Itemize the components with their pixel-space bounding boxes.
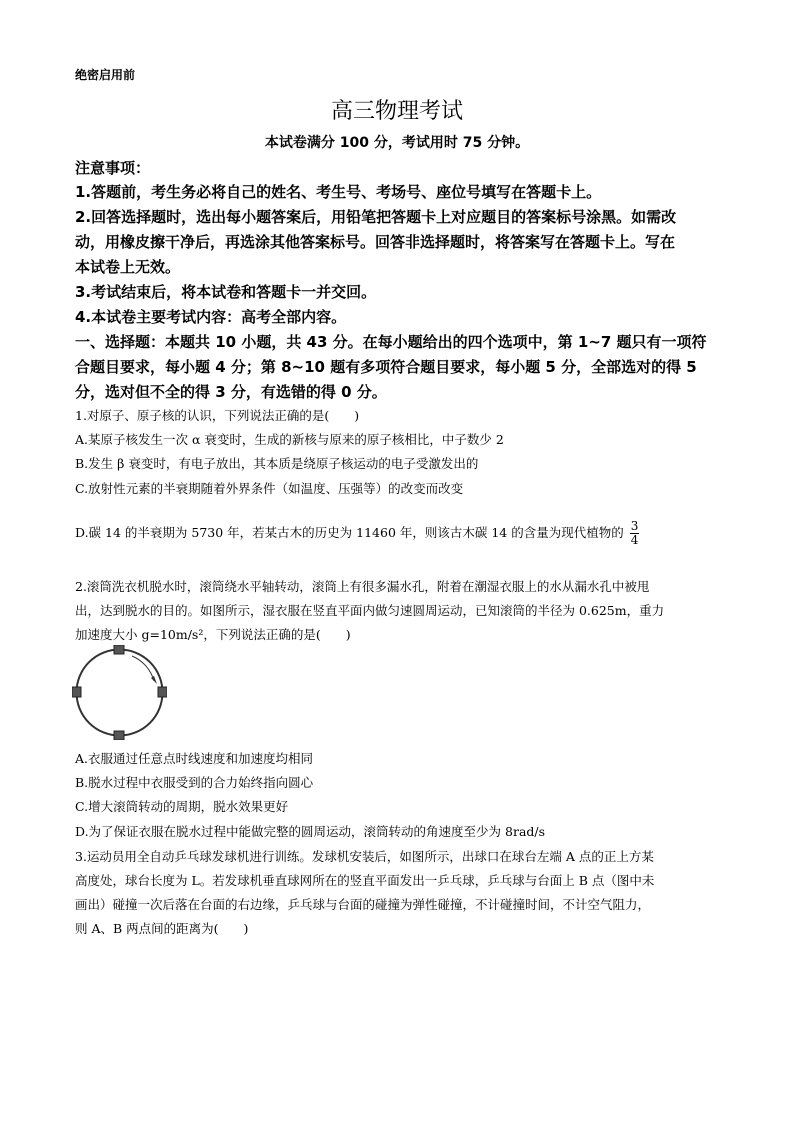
q3-stem-line: 画出）碰撞一次后落在台面的右边缘，乒乓球与台面的碰撞为弹性碰撞，不计碰撞时间，不计空气阻力， — [75, 897, 651, 912]
q2-option-b: B.脱水过程中衣服受到的合力始终指向圆心 — [75, 775, 314, 790]
q2-stem-line: 加速度大小 g=10m/s²，下列说法正确的是( ) — [75, 627, 351, 642]
section-instruction-line: 一、选择题：本题共 10 小题，共 43 分。在每小题给出的四个选项中，第 1~7 题只有一项符 — [75, 333, 707, 351]
rotation-arrow-arc — [132, 656, 154, 681]
q1-option-d-row — [75, 520, 725, 547]
note-line: 本试卷上无效。 — [75, 258, 181, 276]
q1-option-c: C.放射性元素的半衰期随着外界条件（如温度、压强等）的改变而改变 — [75, 481, 464, 496]
q3-stem-line: 高度处，球台长度为 L。若发球机垂直球网所在的竖直平面发出一乒乓球，乒乓球与台面上 B 点（图中未 — [75, 873, 655, 888]
q2-stem-line: 出，达到脱水的目的。如图所示，湿衣服在竖直平面内做匀速圆周运动，已知滚筒的半径为 0.625m，重力 — [75, 603, 665, 618]
note-line: 3.考试结束后，将本试卷和答题卡一并交回。 — [75, 283, 377, 301]
drum-circle — [77, 650, 163, 736]
exam-subtitle: 本试卷满分 100 分，考试用时 75 分钟。 — [264, 135, 530, 151]
clothes-right — [158, 687, 167, 697]
rotation-arrowhead — [151, 676, 157, 684]
confidential-label: 绝密启用前 — [75, 68, 136, 82]
clothes-bottom — [114, 731, 124, 740]
q2-stem-line: 2.滚筒洗衣机脱水时，滚筒绕水平轴转动，滚筒上有很多漏水孔，附着在潮湿衣服上的水从漏水孔中被甩 — [75, 579, 650, 594]
q2-option-d: D.为了保证衣服在脱水过程中能做完整的圆周运动，滚筒转动的角速度至少为 8rad/s — [75, 824, 546, 839]
q1-option-b: B.发生 β 衰变时，有电子放出，其本质是绕原子核运动的电子受激发出的 — [75, 456, 479, 471]
q1-option-d: D.碳 14 的半衰期为 5730 年，若某古木的历史为 11460 年，则该古木碳 14 的含量为现代植物的 — [75, 525, 624, 540]
q2-option-c: C.增大滚筒转动的周期，脱水效果更好 — [75, 799, 289, 814]
q2-option-a: A.衣服通过任意点时线速度和加速度均相同 — [75, 751, 314, 766]
clothes-top — [114, 645, 124, 654]
section-instruction-line: 合题目要求，每小题 4 分；第 8~10 题有多项符合题目要求，每小题 5 分，全部选对的得 5 — [75, 358, 697, 376]
exam-title: 高三物理考试 — [330, 99, 463, 124]
q1-stem: 1.对原子、原子核的认识，下列说法正确的是( ) — [75, 408, 360, 423]
drum-figure — [72, 645, 167, 740]
q1-option-a: A.某原子核发生一次 α 衰变时，生成的新核与原来的原子核相比，中子数少 2 — [75, 432, 504, 447]
note-line: 1.答题前，考生务必将自己的姓名、考生号、考场号、座位号填写在答题卡上。 — [75, 183, 602, 201]
q3-stem-line: 则 A、B 两点间的距离为( ) — [75, 921, 249, 936]
note-line: 动，用橡皮擦干净后，再选涂其他答案标号。回答非选择题时，将答案写在答题卡上。写在 — [75, 233, 676, 251]
notes-heading: 注意事项： — [75, 159, 151, 177]
note-line: 2.回答选择题时，选出每小题答案后，用铅笔把答题卡上对应题目的答案标号涂黑。如需改 — [75, 208, 677, 226]
fraction-denominator: 4 — [630, 533, 639, 547]
note-line: 4.本试卷主要考试内容：高考全部内容。 — [75, 308, 347, 326]
q3-stem-line: 3.运动员用全自动乒乓球发球机进行训练。发球机安装后，如图所示，出球口在球台左端 A 点的正上方某 — [75, 849, 654, 864]
section-instruction-line: 分，选对但不全的得 3 分，有选错的得 0 分。 — [75, 383, 387, 401]
fraction — [630, 520, 640, 547]
fraction-numerator: 3 — [630, 519, 639, 533]
clothes-left — [72, 687, 81, 697]
